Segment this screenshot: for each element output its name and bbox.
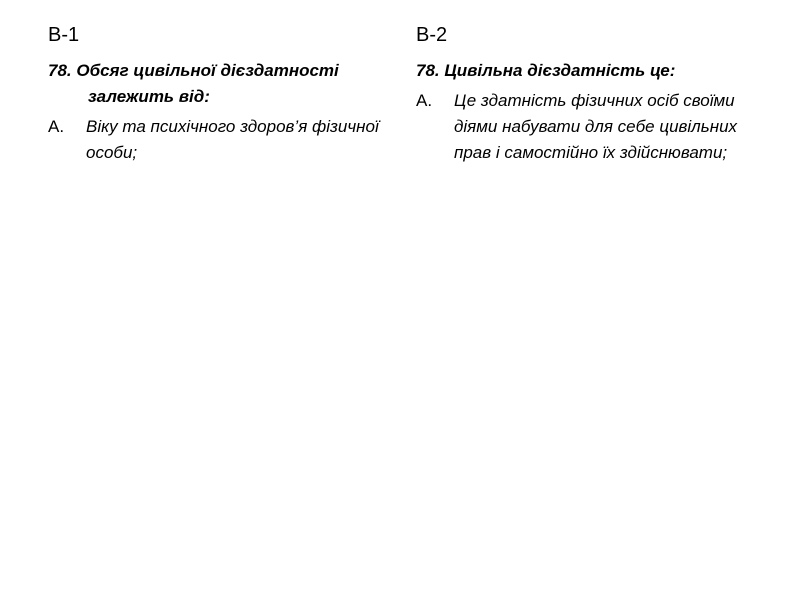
variant-1-question: 78. Обсяг цивільної дієздатності залежить від: — [48, 61, 339, 106]
variant-2-column — [416, 22, 756, 166]
variant-1-answer-letter: A. — [48, 117, 65, 136]
variant-2-answer-text: Це здатність фізичних осіб своїми діями набувати для себе цивільних прав і самостійно їх здійснювати; — [454, 91, 738, 162]
variant-2-answer-letter: A. — [416, 91, 433, 110]
variant-1-answer — [48, 114, 388, 166]
variant-2-label: B-2 — [416, 24, 448, 46]
variant-2-answer — [416, 88, 756, 166]
variant-2-question: 78. Цивільна дієздатність це: — [416, 61, 676, 80]
variant-1-column — [48, 22, 388, 166]
variant-1-label: B-1 — [48, 24, 80, 46]
variant-1-answer-text: Віку та психічного здоров’я фізичної особи; — [86, 117, 379, 162]
